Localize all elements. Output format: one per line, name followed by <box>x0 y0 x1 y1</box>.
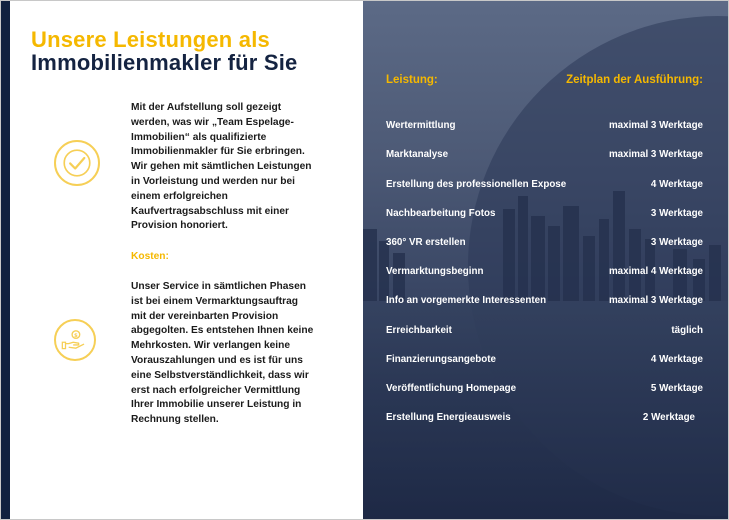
table-row <box>386 120 703 134</box>
service-name: Finanzierungsangebote <box>386 354 496 365</box>
service-time: 3 Werktage <box>650 237 703 248</box>
table-row <box>386 295 703 309</box>
service-name: Vermarktungsbeginn <box>386 266 484 277</box>
service-name: Erstellung Energieausweis <box>386 412 511 423</box>
service-name: Marktanalyse <box>386 149 449 160</box>
service-name: Erreichbarkeit <box>386 325 452 336</box>
service-name: Erstellung des professionellen Expose <box>386 179 567 190</box>
table-row <box>386 412 695 426</box>
kosten-heading: Kosten: <box>131 251 169 262</box>
service-time: maximal 4 Werktage <box>608 266 703 277</box>
service-name: Nachbearbeitung Fotos <box>386 208 496 219</box>
hand-coin-icon <box>54 319 96 361</box>
service-time: 5 Werktage <box>650 383 703 394</box>
kosten-paragraph: Unser Service in sämtlichen Phasen ist bei einem Vermarktungsauftrag mit der vereinbarten Provision abgegolten. Es entstehen Ihnen keine Mehrkosten. Wir verlangen keine Vorauszahlungen und es ist für uns eine Selbstverständlichkeit, dass wir erst nach erfolgreicher Vermittlung Ihrer Immobilie unserer Leistung in Rechnung stellen. <box>131 281 314 426</box>
column-header-zeitplan: Zeitplan der Ausführung: <box>566 74 703 86</box>
service-time: maximal 3 Werktage <box>608 149 703 160</box>
service-name: Wertermittlung <box>386 120 456 131</box>
table-row <box>386 354 703 368</box>
table-row <box>386 208 703 222</box>
service-time: 2 Werktage <box>642 412 695 423</box>
table-row <box>386 266 703 280</box>
service-name: Info an vorgemerkte Interessenten <box>386 295 547 306</box>
table-row <box>386 179 703 193</box>
table-row <box>386 237 703 251</box>
service-time: 4 Werktage <box>650 354 703 365</box>
column-header-leistung: Leistung: <box>386 74 438 86</box>
page-title-line2: Immobilienmakler für Sie <box>31 50 298 75</box>
svg-text:$: $ <box>74 332 78 339</box>
service-time: 4 Werktage <box>650 179 703 190</box>
service-time: maximal 3 Werktage <box>608 120 703 131</box>
checkmark-icon <box>54 140 100 186</box>
page-title-line1: Unsere Leistungen als <box>31 27 270 52</box>
table-row <box>386 325 703 339</box>
services-panel <box>363 1 728 519</box>
service-name: 360° VR erstellen <box>386 237 466 248</box>
intro-paragraph: Mit der Aufstellung soll gezeigt werden, was wir „Team Espelage- Immobilien“ als qualifizierte Immobilienmakler für Sie erbringen. Wir gehen mit sämtlichen Leistungen in Vorleistung und werden nur bei einem erfolgreichen Kaufvertragsabschluss mit einer Provision honoriert. <box>131 102 312 232</box>
service-time: maximal 3 Werktage <box>608 295 703 306</box>
table-row <box>386 383 703 397</box>
left-panel <box>10 1 363 519</box>
service-name: Veröffentlichung Homepage <box>386 383 517 394</box>
service-time: 3 Werktage <box>650 208 703 219</box>
navy-side-bar <box>1 1 10 519</box>
table-row <box>386 149 703 163</box>
service-time: täglich <box>671 325 703 336</box>
